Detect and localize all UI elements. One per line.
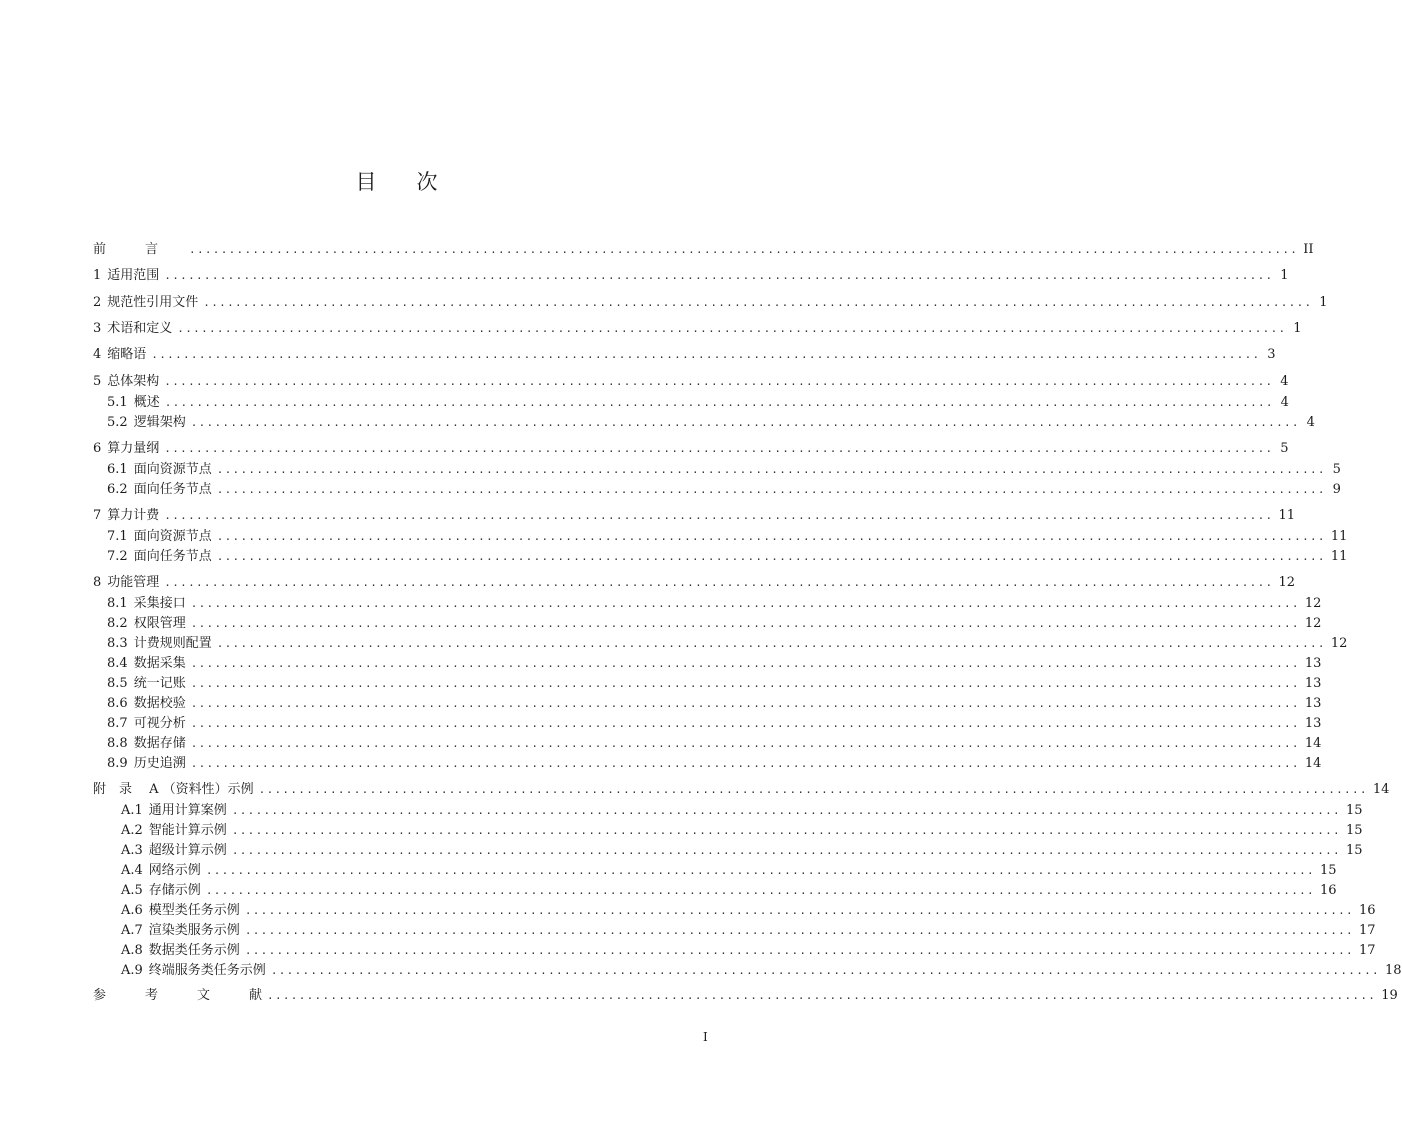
toc-entry-page: 14 <box>1304 756 1322 771</box>
toc-entry-number: 6.1 <box>107 462 128 477</box>
toc-leader-dots: ............................................................................................................................................ <box>164 269 1274 282</box>
toc-leader-dots: ............................................................................................................................................ <box>164 375 1274 388</box>
toc-entry-label <box>93 941 243 961</box>
toc-entry-page: 17 <box>1358 943 1376 958</box>
toc-entry[interactable] <box>93 941 1376 961</box>
toc-entry-number: 8.7 <box>107 716 128 731</box>
toc-leader-dots: ............................................................................................................................................ <box>164 576 1274 589</box>
toc-entry-label <box>93 801 230 821</box>
toc-entry-page: 5 <box>1332 462 1341 477</box>
toc-entry-page: 5 <box>1280 441 1289 456</box>
toc-entry-label <box>93 986 265 1006</box>
toc-entry-text: 算力量纲 <box>107 441 160 456</box>
toc-entry-page: 11 <box>1278 508 1296 523</box>
toc-leader-dots: ............................................................................................................................................ <box>231 804 1341 817</box>
toc-entry-label <box>93 293 201 313</box>
toc-entry-page: 4 <box>1306 415 1315 430</box>
toc-entry-label <box>93 921 243 941</box>
toc-entry[interactable] <box>93 921 1376 941</box>
toc-entry-page: 14 <box>1372 782 1390 797</box>
toc-entry[interactable] <box>93 293 1328 313</box>
toc-entry[interactable] <box>93 901 1376 921</box>
toc-entry-label <box>93 821 230 841</box>
toc-entry-text: 模型类任务示例 <box>148 903 240 918</box>
toc-entry-page: 13 <box>1304 696 1322 711</box>
toc-entry-text: 智能计算示例 <box>148 823 227 838</box>
toc-entry-text: 前 言 <box>93 242 185 257</box>
toc-leader-dots: ............................................................................................................................................ <box>177 322 1287 335</box>
toc-leader-dots: ............................................................................................................................................ <box>205 864 1315 877</box>
toc-entry-page: 3 <box>1267 347 1276 362</box>
toc-entry-label <box>93 439 162 459</box>
toc-entry-label <box>93 460 215 480</box>
toc-entry-label <box>93 901 243 921</box>
toc-leader-dots: ............................................................................................................................................ <box>190 677 1300 690</box>
toc-leader-dots: ............................................................................................................................................ <box>205 884 1315 897</box>
toc-entry-number: A.1 <box>121 803 143 818</box>
toc-leader-dots: ............................................................................................................................................ <box>190 657 1300 670</box>
toc-entry-page: 1 <box>1319 295 1328 310</box>
toc-leader-dots: ............................................................................................................................................ <box>244 944 1354 957</box>
toc-entry-label <box>93 754 189 774</box>
toc-entry-text: 缩略语 <box>107 347 147 362</box>
toc-entry[interactable] <box>93 714 1322 734</box>
toc-entry-number: 6 <box>93 441 102 456</box>
toc-entry-text: 面向任务节点 <box>133 549 212 564</box>
toc-entry-label <box>93 547 215 567</box>
toc-entry[interactable] <box>93 439 1289 459</box>
toc-entry-label <box>93 674 189 694</box>
toc-entry-label <box>93 480 215 500</box>
toc-leader-dots: ............................................................................................................................................ <box>151 348 1261 361</box>
toc-leader-dots: ............................................................................................................................................ <box>231 844 1341 857</box>
toc-entry-text: 功能管理 <box>107 575 160 590</box>
toc-entry-number: A.6 <box>121 903 143 918</box>
toc-entry-label <box>93 573 162 593</box>
toc-entry-page: 11 <box>1330 549 1348 564</box>
toc-entry-text: 可视分析 <box>133 716 186 731</box>
toc-entry[interactable] <box>93 506 1296 526</box>
toc-leader-dots: ............................................................................................................................................ <box>216 463 1326 476</box>
toc-entry-text: 适用范围 <box>107 268 160 283</box>
toc-entry[interactable] <box>93 754 1322 774</box>
toc-entry-number: 8 <box>93 575 102 590</box>
toc-entry-label <box>93 780 257 800</box>
toc-entry-label <box>93 393 163 413</box>
toc-leader-dots: ............................................................................................................................................ <box>189 243 1299 256</box>
toc-entry-page: 12 <box>1330 636 1348 651</box>
toc-entry-number: 8.2 <box>107 616 128 631</box>
toc-entry-number: 3 <box>93 321 102 336</box>
toc-leader-dots: ............................................................................................................................................ <box>203 296 1313 309</box>
toc-entry-label <box>93 714 189 734</box>
toc-entry-number: 5 <box>93 374 102 389</box>
title-char-1: 目 <box>355 170 377 194</box>
toc-entry-label <box>93 694 189 714</box>
toc-leader-dots: ............................................................................................................................................ <box>190 416 1300 429</box>
toc-entry-text: 网络示例 <box>148 863 201 878</box>
toc-entry[interactable] <box>93 480 1341 500</box>
toc-leader-dots: ............................................................................................................................................ <box>190 697 1300 710</box>
toc-entry-number: 7 <box>93 508 102 523</box>
toc-entry[interactable] <box>93 734 1322 754</box>
toc-leader-dots: ............................................................................................................................................ <box>164 509 1274 522</box>
toc-entry[interactable] <box>93 674 1322 694</box>
toc-entry-number: 4 <box>93 347 102 362</box>
toc-entry-label <box>93 372 162 392</box>
toc-entry-label <box>93 345 149 365</box>
toc-entry-label <box>93 861 204 881</box>
toc-entry-number: 6.2 <box>107 482 128 497</box>
toc-entry-label <box>93 634 215 654</box>
toc-entry-number: A.3 <box>121 843 143 858</box>
toc-entry[interactable] <box>93 986 1398 1006</box>
toc-entry-number: 5.1 <box>107 395 128 410</box>
toc-entry-number: 2 <box>93 295 102 310</box>
toc-entry-number: 8.4 <box>107 656 128 671</box>
toc-entry-text: 通用计算案例 <box>148 803 227 818</box>
toc-entry-page: 12 <box>1304 616 1322 631</box>
toc-entry-text: 规范性引用文件 <box>107 295 199 310</box>
toc-leader-dots: ............................................................................................................................................ <box>270 964 1380 977</box>
toc-entry-number: 8.3 <box>107 636 128 651</box>
toc-entry-page: 13 <box>1304 676 1322 691</box>
toc-entry-label <box>93 319 175 339</box>
toc-entry-page: 12 <box>1304 596 1322 611</box>
toc-entry-text: 概述 <box>133 395 160 410</box>
toc-entry[interactable] <box>93 413 1315 433</box>
toc-entry-text: 面向任务节点 <box>133 482 212 497</box>
toc-entry-number: 8.9 <box>107 756 128 771</box>
toc-entry-page: 19 <box>1381 988 1398 1003</box>
toc-entry-number: 7.1 <box>107 529 128 544</box>
toc-entry-text: 计费规则配置 <box>133 636 212 651</box>
toc-leader-dots: ............................................................................................................................................ <box>216 530 1326 543</box>
toc-entry-text: 终端服务类任务示例 <box>148 963 266 978</box>
toc-entry[interactable] <box>93 372 1289 392</box>
toc-entry-page: 13 <box>1304 656 1322 671</box>
toc-entry-label <box>93 527 215 547</box>
toc-entry[interactable] <box>93 780 1390 800</box>
toc-entry-text: 渲染类服务示例 <box>148 923 240 938</box>
toc-entry[interactable] <box>93 319 1302 339</box>
toc-leader-dots: ............................................................................................................................................ <box>231 824 1341 837</box>
toc-leader-dots: ............................................................................................................................................ <box>216 637 1326 650</box>
toc-entry-label <box>93 594 189 614</box>
toc-entry-text: 存储示例 <box>148 883 201 898</box>
toc-entry-page: 14 <box>1304 736 1322 751</box>
toc-entry-page: 15 <box>1345 803 1363 818</box>
toc-leader-dots: ............................................................................................................................................ <box>258 783 1368 796</box>
toc-entry-page: 1 <box>1293 321 1302 336</box>
toc-entry-page: 16 <box>1358 903 1376 918</box>
toc-entry[interactable] <box>93 614 1322 634</box>
toc-leader-dots: ............................................................................................................................................ <box>244 904 1354 917</box>
toc-entry-page: 11 <box>1330 529 1348 544</box>
toc-entry-label <box>93 506 162 526</box>
toc-entry-page: 4 <box>1280 374 1289 389</box>
toc-entry[interactable] <box>93 634 1348 654</box>
toc-entry-text: 参 考 文 献 <box>93 988 263 1003</box>
toc-leader-dots: ............................................................................................................................................ <box>190 717 1300 730</box>
page-number: I <box>703 1030 708 1044</box>
toc-leader-dots: ............................................................................................................................................ <box>216 483 1326 496</box>
toc-leader-dots: ............................................................................................................................................ <box>164 442 1274 455</box>
toc-entry[interactable] <box>93 240 1314 260</box>
toc-entry-number: 5.2 <box>107 415 128 430</box>
toc-leader-dots: ............................................................................................................................................ <box>190 617 1300 630</box>
toc-entry-page: 15 <box>1345 843 1363 858</box>
toc-entry-text: 逻辑架构 <box>133 415 186 430</box>
toc-entry-text: 超级计算示例 <box>148 843 227 858</box>
toc-entry-page: 16 <box>1319 883 1337 898</box>
toc-entry-number: A.2 <box>121 823 143 838</box>
toc-entry[interactable] <box>93 393 1289 413</box>
toc-leader-dots: ............................................................................................................................................ <box>190 597 1300 610</box>
toc-entry-label <box>93 881 204 901</box>
toc-entry[interactable] <box>93 881 1337 901</box>
toc-entry-number: A.8 <box>121 943 143 958</box>
toc-entry-page: 12 <box>1278 575 1296 590</box>
toc-entry-page: 9 <box>1332 482 1341 497</box>
toc-entry-text: 面向资源节点 <box>133 529 212 544</box>
toc-entry-page: 18 <box>1384 963 1402 978</box>
toc-entry-number: A.5 <box>121 883 143 898</box>
toc-entry-page: 17 <box>1358 923 1376 938</box>
toc-entry-text: 术语和定义 <box>107 321 173 336</box>
toc-entry-number: A.7 <box>121 923 143 938</box>
toc-entry-label <box>93 240 187 260</box>
toc-entry-number: 8.8 <box>107 736 128 751</box>
toc-entry-page: 15 <box>1345 823 1363 838</box>
toc-entry[interactable] <box>93 594 1322 614</box>
toc-entry-text: 面向资源节点 <box>133 462 212 477</box>
toc-leader-dots: ............................................................................................................................................ <box>244 924 1354 937</box>
toc-entry-text: 统一记账 <box>133 676 186 691</box>
toc-entry-label <box>93 961 269 981</box>
toc-entry-label <box>93 841 230 861</box>
toc-entry-number: 8.6 <box>107 696 128 711</box>
toc-entry[interactable] <box>93 527 1348 547</box>
toc-entry[interactable] <box>93 460 1341 480</box>
page-title <box>0 166 793 196</box>
toc-entry-text: 数据存储 <box>133 736 186 751</box>
toc-entry-number: 7.2 <box>107 549 128 564</box>
toc-entry-page: 15 <box>1319 863 1337 878</box>
toc-entry-text: 算力计费 <box>107 508 160 523</box>
toc-entry[interactable] <box>93 841 1363 861</box>
toc-entry-page: II <box>1303 242 1314 257</box>
toc-entry-number: A.4 <box>121 863 143 878</box>
toc-entry[interactable] <box>93 654 1322 674</box>
toc-entry[interactable] <box>93 694 1322 714</box>
toc-leader-dots: ............................................................................................................................................ <box>216 550 1326 563</box>
title-char-2: 次 <box>416 170 438 194</box>
toc-entry-text: 历史追溯 <box>133 756 186 771</box>
toc-entry[interactable] <box>93 547 1348 567</box>
toc-leader-dots: ............................................................................................................................................ <box>190 737 1300 750</box>
toc-entry-number: 8.5 <box>107 676 128 691</box>
toc-entry-number: 1 <box>93 268 102 283</box>
toc-entry-text: 数据类任务示例 <box>148 943 240 958</box>
toc-entry-label <box>93 614 189 634</box>
toc-entry[interactable] <box>93 961 1402 981</box>
toc-entry-number: 8.1 <box>107 596 128 611</box>
toc-entry-text: 权限管理 <box>133 616 186 631</box>
toc-entry-label <box>93 734 189 754</box>
toc-entry-page: 13 <box>1304 716 1322 731</box>
toc-entry[interactable] <box>93 801 1363 821</box>
toc-entry-page: 1 <box>1280 268 1289 283</box>
toc-entry[interactable] <box>93 821 1363 841</box>
toc-entry-page: 4 <box>1280 395 1289 410</box>
toc-entry-label <box>93 413 189 433</box>
toc-leader-dots: ............................................................................................................................................ <box>164 396 1274 409</box>
toc-leader-dots: ............................................................................................................................................ <box>190 757 1300 770</box>
toc-entry-label <box>93 654 189 674</box>
toc-entry[interactable] <box>93 573 1296 593</box>
toc-entry[interactable] <box>93 345 1276 365</box>
toc-entry[interactable] <box>93 861 1337 881</box>
toc-entry-text: 附 录 A （资料性）示例 <box>93 782 254 797</box>
toc-entry[interactable] <box>93 266 1289 286</box>
toc-entry-text: 数据校验 <box>133 696 186 711</box>
toc-entry-text: 总体架构 <box>107 374 160 389</box>
toc-entry-text: 数据采集 <box>133 656 186 671</box>
toc-entry-label <box>93 266 162 286</box>
toc-entry-text: 采集接口 <box>133 596 186 611</box>
toc-entry-number: A.9 <box>121 963 143 978</box>
toc-leader-dots: ............................................................................................................................................ <box>267 989 1377 1002</box>
